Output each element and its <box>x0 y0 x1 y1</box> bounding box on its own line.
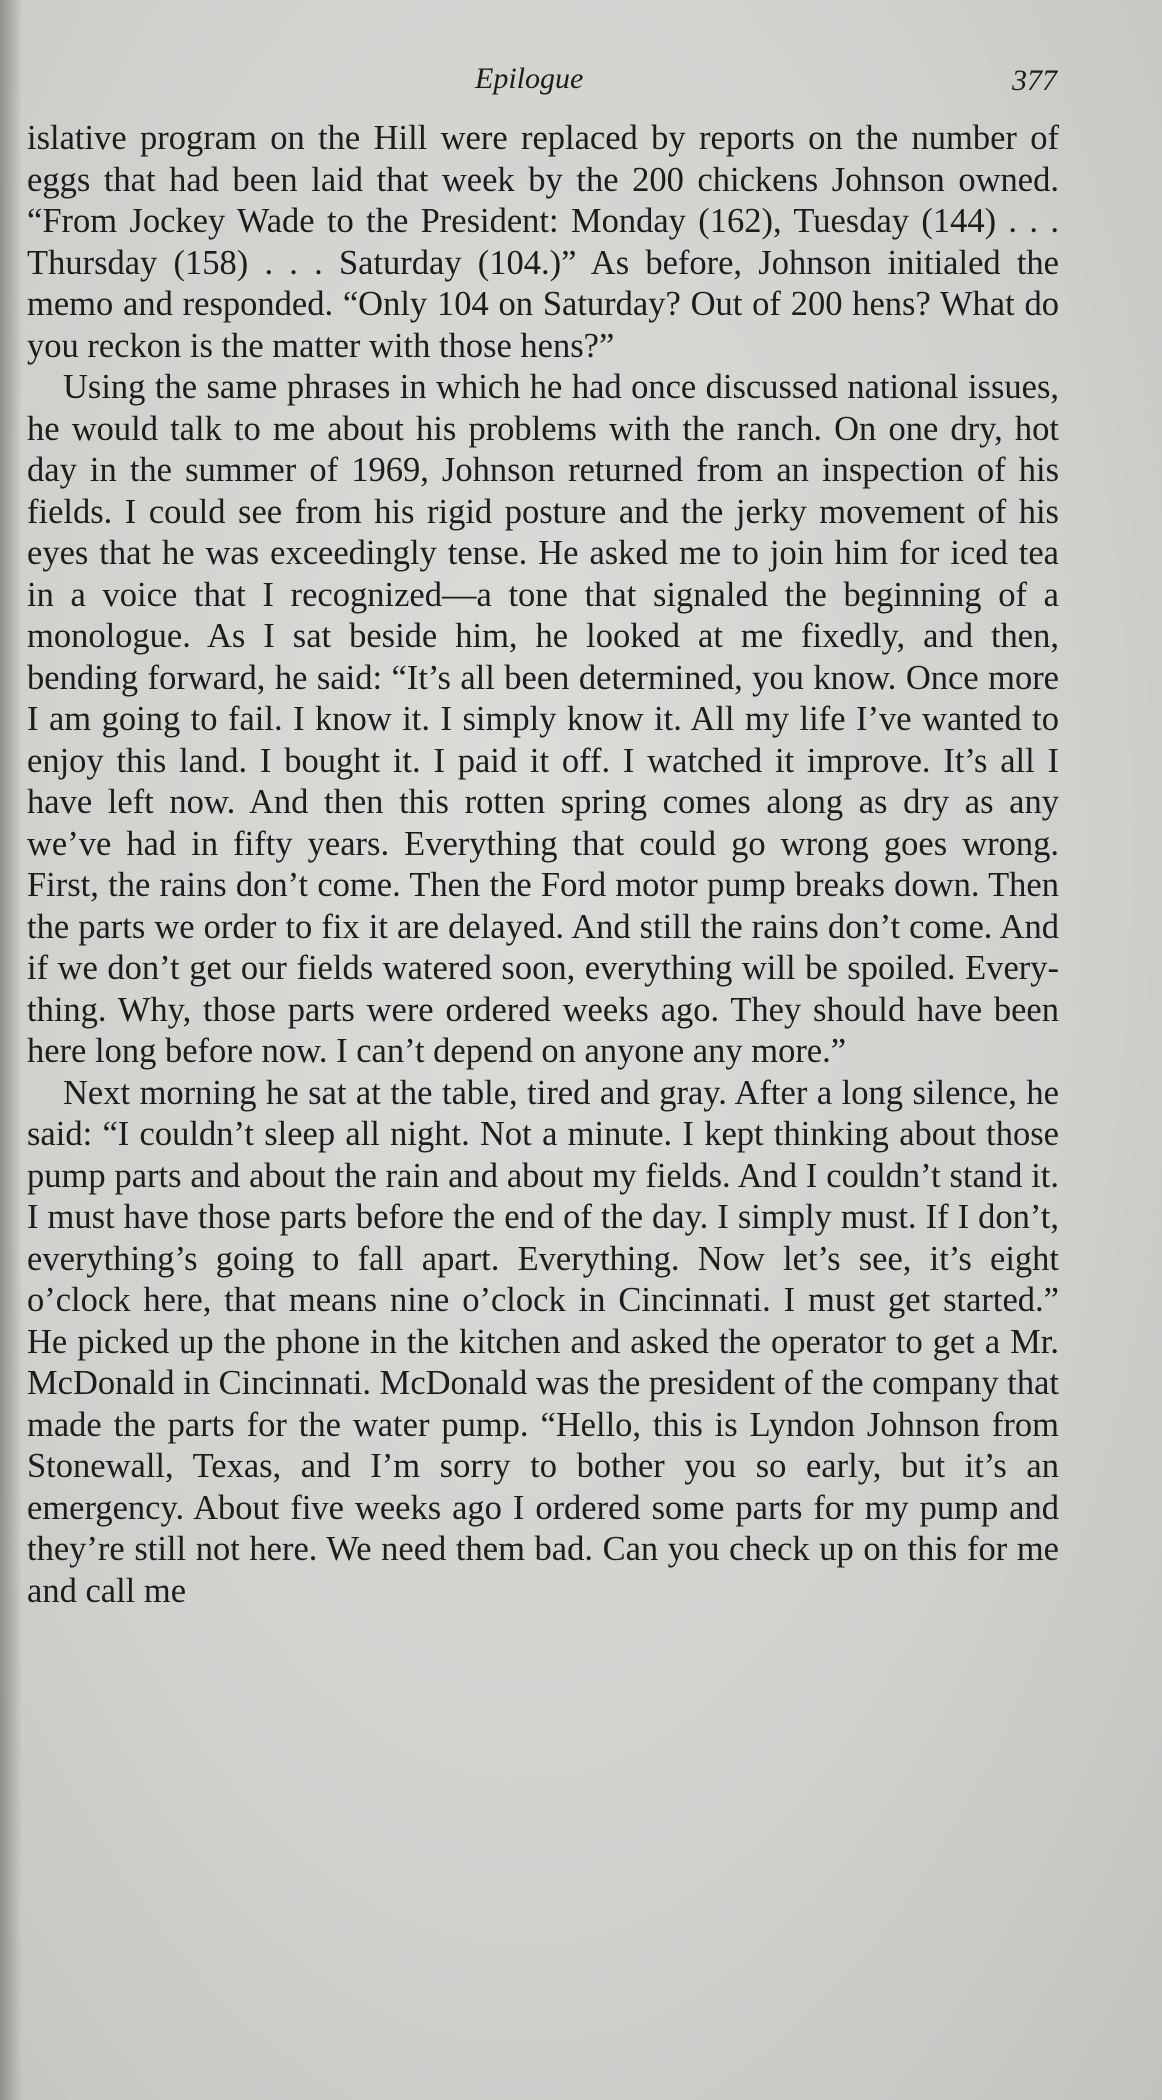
paragraph-ranch-monologue: Using the same phrases in which he had once discussed national issues, he would talk to me about his problems with the ranch. On one dry, hot day in the summer of 1969, Johnson returned from an inspection of his fields. I could see from his rigid posture and the jerky movement of his eyes that he was exceedingly tense. He asked me to join him for iced tea in a voice that I recognized—a tone that signaled the beginning of a monologue. As I sat beside him, he looked at me fixedly, and then, bending forward, he said: “It’s all been determined, you know. Once more I am going to fail. I know it. I simply know it. All my life I’ve wanted to enjoy this land. I bought it. I paid it off. I watched it improve. It’s all I have left now. And then this rotten spring comes along as dry as any we’ve had in fifty years. Everything that could go wrong goes wrong. First, the rains don’t come. Then the Ford motor pump breaks down. Then the parts we order to fix it are delayed. And still the rains don’t come. And if we don’t get our fields watered soon, everything will be spoiled. Everything. Why, those parts were ordered weeks ago. They should have been here long before now. I can’t depend on anyone any more.” <box>27 368 1059 1070</box>
binding-shadow <box>0 0 22 2100</box>
paragraph-next-morning: Next morning he sat at the table, tired and gray. After a long silence, he said: “I couldn’t sleep all night. Not a minute. I kept thinking about those pump parts and about the rain and about my fields. And I couldn’t stand it. I must have those parts before the end of the day. I simply must. If I don’t, everything’s going to fall apart. Everything. Now let’s see, it’s eight o’clock here, that means nine o’clock in Cincinnati. I must get started.” He picked up the phone in the kitchen and asked the operator to get a Mr. McDonald in Cincinnati. McDonald was the president of the company that made the parts for the water pump. “Hello, this is Lyndon Johnson from Stonewall, Texas, and I’m sorry to bother you so early, but it’s an emergency. About five weeks ago I ordered some parts for my pump and they’re still not here. We need them bad. Can you check up on this for me and call me <box>27 1073 1059 1610</box>
running-head: Epilogue <box>475 62 584 95</box>
page-header <box>0 62 1162 108</box>
body-text <box>27 118 1059 1612</box>
paragraph-continued: islative program on the Hill were replaced by reports on the number of eggs that had been laid that week by the 200 chickens Johnson owned. “From Jockey Wade to the President: Monday (162), Tuesday (144) . . . Thursday (158) . . . Saturday (104.)” As before, Johnson initialed the memo and responded. “Only 104 on Saturday? Out of 200 hens? What do you reckon is the matter with those hens?” <box>27 119 1059 365</box>
page-number: 377 <box>1012 64 1057 97</box>
